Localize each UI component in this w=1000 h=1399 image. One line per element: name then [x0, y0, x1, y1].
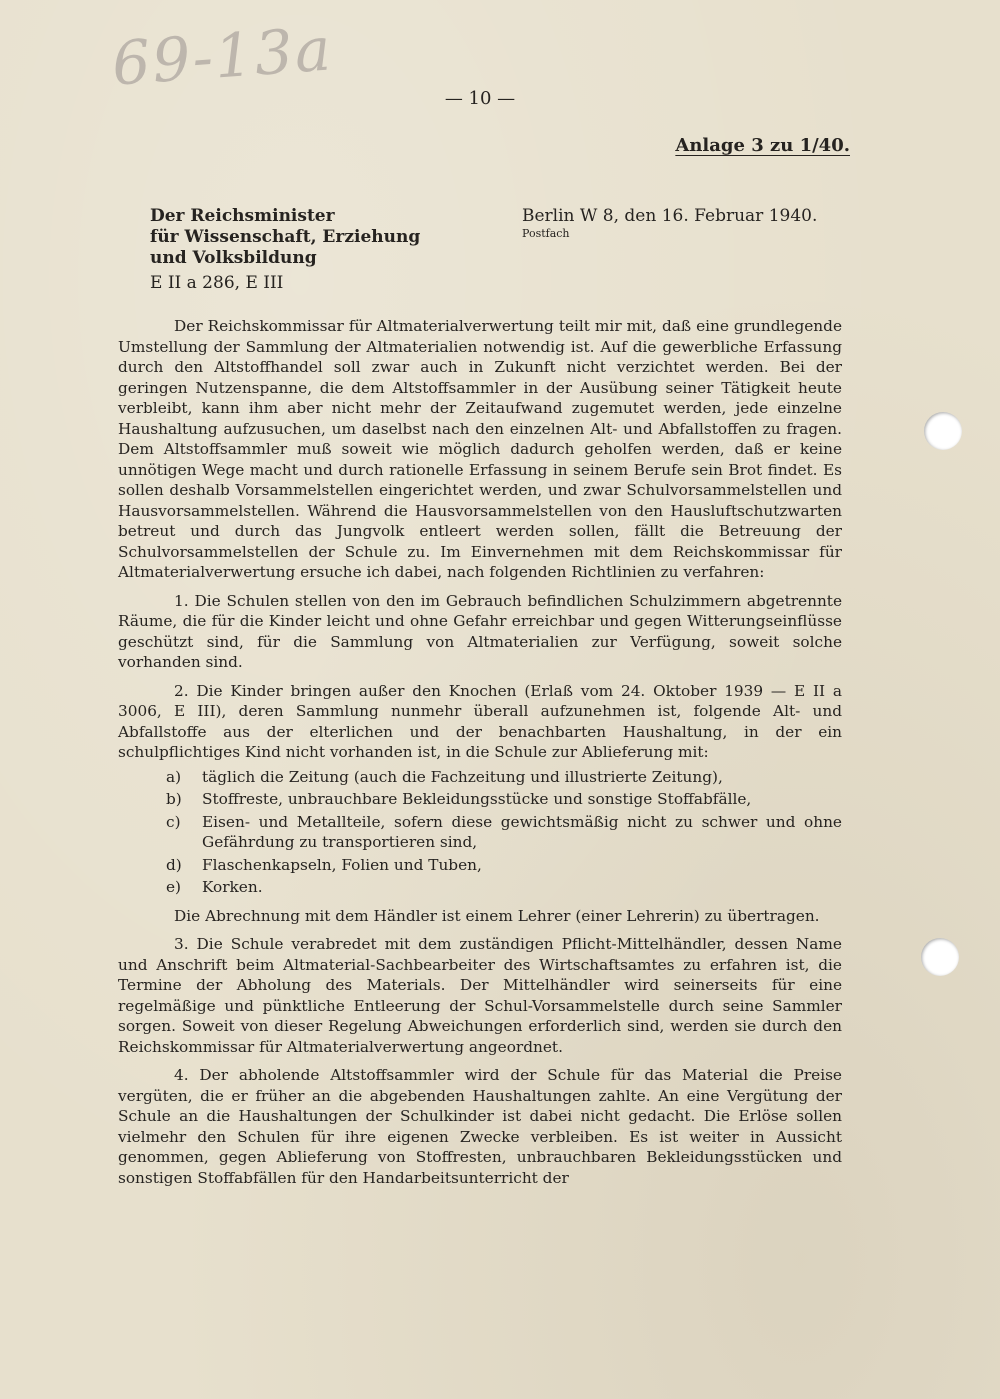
postal-note: Postfach [522, 227, 570, 240]
list-item-text: Flaschenkapseln, Folien und Tuben, [202, 855, 482, 874]
sender-block [150, 206, 420, 294]
list-item-label: e) [166, 878, 182, 896]
list-item-text: täglich die Zeitung (auch die Fachzeitung und illustrierte Zeitung), [202, 767, 723, 786]
list-item-label: b) [166, 790, 182, 808]
list-item [166, 812, 842, 853]
paragraph-1: 1. Die Schulen stellen von den im Gebrauch befindlichen Schulzimmern abgetrennte Räume, die für die Kinder leicht und ohne Gefahr erreichbar und gegen Witterungseinflüsse geschützt sind, für die Sammlung von Altmaterialien zur Verfügung, soweit solche vorhanden sind. [118, 591, 842, 671]
list-item-text: Eisen- und Metallteile, sofern diese gewichtsmäßig nicht zu schwer und ohne Gefährdung zu transportieren sind, [202, 812, 842, 851]
place-date: Berlin W 8, den 16. Februar 1940. [522, 206, 818, 226]
intro-paragraph: Der Reichskommissar für Altmaterialverwertung teilt mir mit, daß eine grundlegende Umstellung der Sammlung der Altmaterialien notwendig ist. Auf die gewerbliche Erfassung durch den Altstoffhandel soll zwar auch in Zukunft nicht verzichtet werden. Bei der geringen Nutzenspanne, die dem Altstoffsammler in der Ausübung seiner Tätigkeit heute verbleibt, kann ihm aber nicht mehr der Zeitaufwand zugemutet werden, jede einzelne Haushaltung aufzusuchen, um daselbst nach den einzelnen Alt- und Abfallstoffen zu fragen. Dem Altstoffsammler muß soweit wie möglich dadurch geholfen werden, daß er keine unnötigen Wege macht und durch rationelle Erfassung in seinem Berufe sein Brot findet. Es sollen deshalb Vorsammelstellen eingerichtet werden, und zwar Schulvorsammelstellen und Hausvorsammelstellen. Während die Hausvorsammelstellen von den Hausluftschutzwarten betreut und durch das Jungvolk entleert werden sollen, fällt die Betreuung der Schulvorsammelstellen der Schule zu. Im Einvernehmen mit dem Reichskommissar für Altmaterialverwertung ersuche ich dabei, nach folgenden Richtlinien zu verfahren: [118, 317, 842, 581]
punch-hole-upper [924, 412, 962, 450]
paragraph-2: 2. Die Kinder bringen außer den Knochen (Erlaß vom 24. Oktober 1939 — E II a 3006, E III), deren Sammlung nunmehr überall aufzunehmen ist, folgende Alt- und Abfallstoffe aus der elterlichen und der benachbarten Haushaltung, in der ein schulpflichtiges Kind nicht vorhanden ist, in die Schule zur Ablieferung mit: [118, 681, 842, 761]
paragraph-4: 4. Der abholende Altstoffsammler wird der Schule für das Material die Preise vergüten, die er früher an die abgebenden Haushaltungen zahlte. An eine Vergütung der Schule an die Haushaltungen der Schulkinder ist dabei nicht gedacht. Die Erlöse sollen vielmehr den Schulen für ihre eigenen Zwecke verbleiben. Es ist weiter in Aussicht genommen, gegen Ablieferung von Stoffresten, unbrauchbaren Bekleidungsstücken und sonstigen Stoffabfällen für den Handarbeitsunterricht der [118, 1066, 842, 1187]
list-item [166, 767, 842, 788]
list-item-label: c) [166, 812, 181, 831]
sender-line-1: Der Reichsminister [150, 206, 335, 226]
paragraph-3: 3. Die Schule verabredet mit dem zuständigen Pflicht-Mittelhändler, dessen Name und Anschrift beim Altmaterial-Sachbearbeiter des Wirtschaftsamtes zu erfahren ist, die Termine der Abholung des Materials. Der Mittelhändler wird seinerseits für eine regelmäßige und pünktliche Entleerung der Schul-Vorsammelstelle durch seine Sammler sorgen. Soweit von dieser Regelung Abweichungen erforderlich sind, werden sie durch den Reichskommissar für Altmaterialverwertung angeordnet. [118, 935, 842, 1056]
collection-items-list [166, 767, 842, 898]
handwritten-archive-number: 69-13a [109, 14, 335, 100]
sender-line-3: und Volksbildung [150, 248, 317, 268]
list-item-text: Korken. [202, 878, 263, 896]
attachment-reference: Anlage 3 zu 1/40. [675, 135, 850, 156]
file-reference: E II a 286, E III [150, 273, 284, 293]
list-item [166, 855, 842, 876]
page-number: — 10 — [444, 88, 516, 109]
list-item-label: d) [166, 855, 182, 874]
date-block [522, 206, 817, 241]
paragraph-2-settlement: Die Abrechnung mit dem Händler ist einem Lehrer (einer Lehrerin) zu übertragen. [174, 906, 820, 925]
list-item-text: Stoffreste, unbrauchbare Bekleidungsstücke und sonstige Stoffabfälle, [202, 790, 752, 808]
letter-body [118, 316, 842, 1196]
list-item-label: a) [166, 767, 182, 786]
list-item [166, 789, 842, 810]
punch-hole-lower [921, 938, 959, 976]
list-item [166, 877, 842, 898]
sender-line-2: für Wissenschaft, Erziehung [150, 227, 421, 247]
